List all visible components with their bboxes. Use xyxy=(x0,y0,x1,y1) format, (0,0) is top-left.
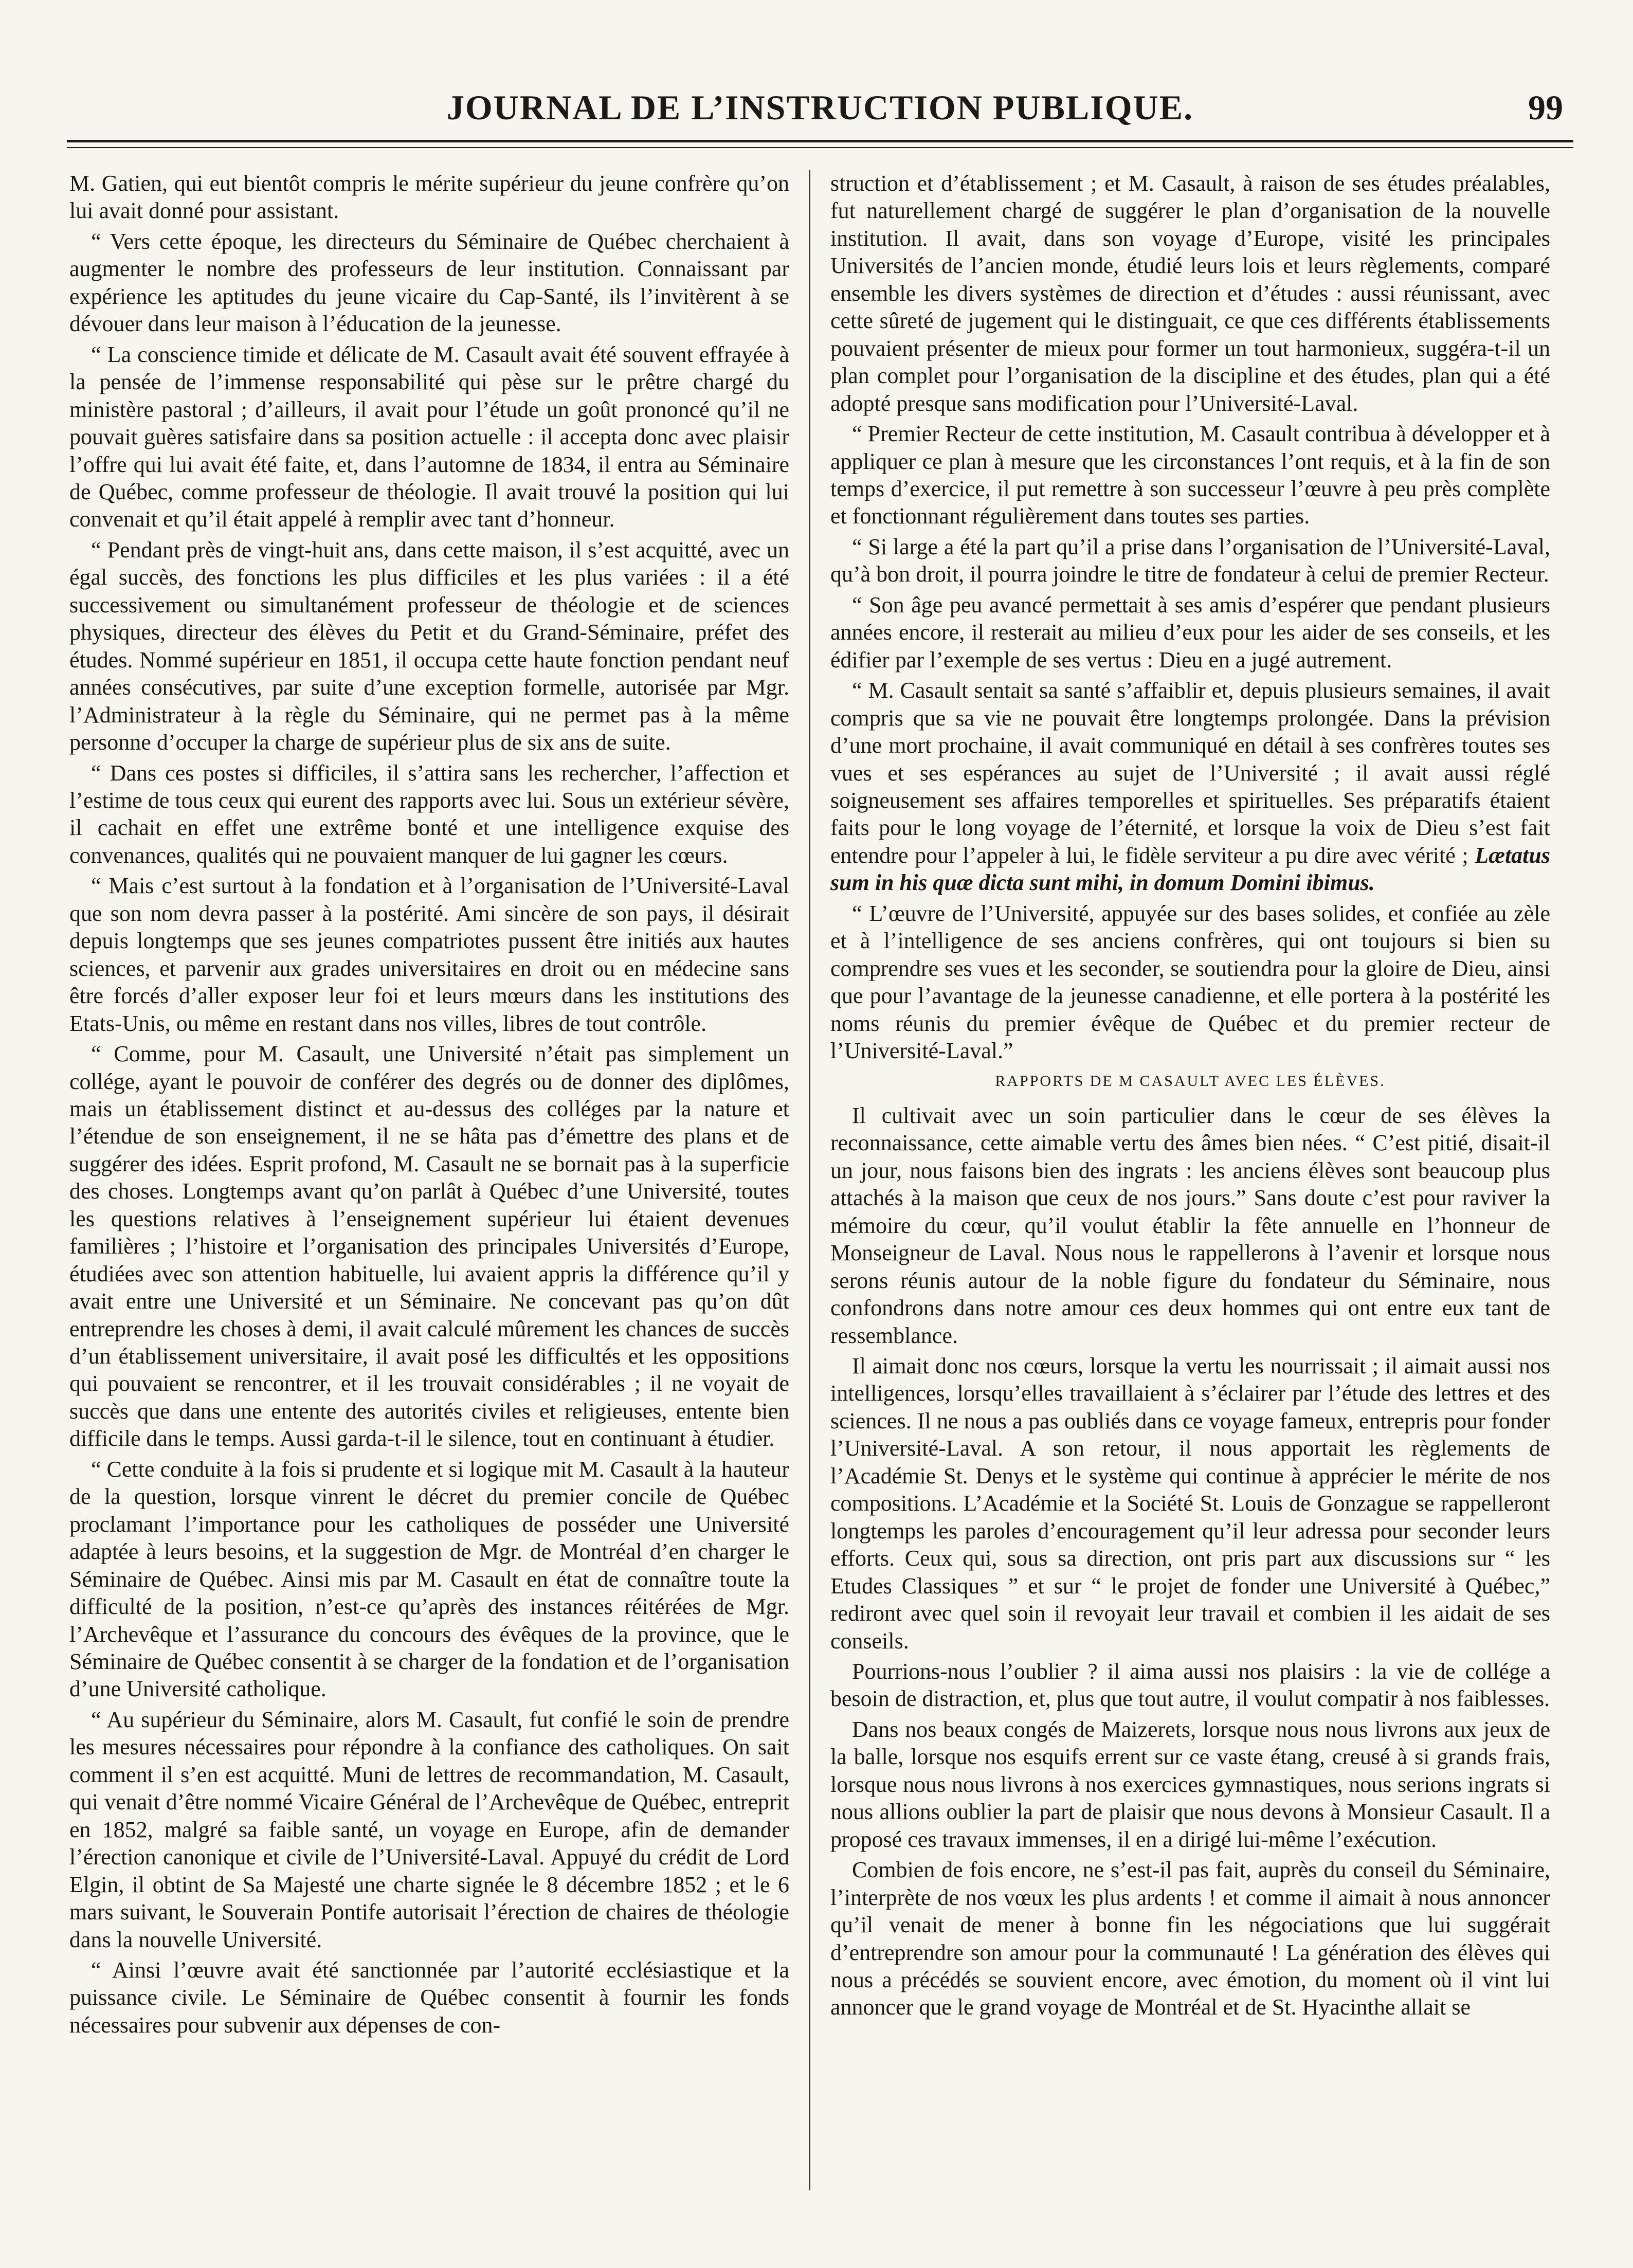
paragraph: M. Gatien, qui eut bientôt compris le mérite supérieur du jeune confrère qu’on lui avait donné pour assistant. xyxy=(69,171,789,224)
page-number: 99 xyxy=(1528,88,1563,127)
running-title: JOURNAL DE L’INSTRUCTION PUBLIQUE. xyxy=(446,88,1194,127)
paragraph: “ Mais c’est surtout à la fondation et à l’organisation de l’Université-Laval que son nom devra passer à la postérité. Ami sincère de son pays, il désirait depuis longtemps que ses jeunes compatriotes pussent être initiés aux hautes sciences, et parvenir aux grades universitaires en droit ou en médecine sans être forcés d’aller exposer leur foi et leurs mœurs dans les institutions des Etats-Unis, ou même en restant dans nos villes, libres de tout contrôle. xyxy=(69,873,789,1036)
paragraph: “ Pendant près de vingt-huit ans, dans cette maison, il s’est acquitté, avec un égal succès, des fonctions les plus difficiles et les plus variées : il a été successivement ou simultanément professeur de théologie et de sciences physiques, directeur des élèves du Petit et du Grand-Séminaire, préfet des études. Nommé supérieur en 1851, il occupa cette haute fonction pendant neuf années consécutives, par suite d’une exception formelle, autorisée par Mgr. l’Administrateur à la règle du Séminaire, qui ne permet pas à la même personne d’occuper la charge de supérieur plus de six ans de suite. xyxy=(69,537,789,755)
paragraph: Il aimait donc nos cœurs, lorsque la vertu les nourrissait ; il aimait aussi nos intelligences, lorsqu’elles travaillaient à s’éclairer par l’étude des lettres et des sciences. Il ne nous a pas oubliés dans ce voyage fameux, entrepris pour fonder l’Université-Laval. A son retour, il nous apportait les règlements de l’Académie St. Denys et le système qui continue à apprécier le mérite de nos compositions. L’Académie et la Société St. Louis de Gonzague se rappelleront longtemps les paroles d’encouragement qu’il leur adressa pour seconder leurs efforts. Ceux qui, sous sa direction, ont pris part aux discussions sur “ les Etudes Classiques ” et sur “ le projet de fonder une Université à Québec,” rediront avec quel soin il revoyait leur travail et combien il les aidait de ses conseils. xyxy=(830,1353,1550,1654)
paragraph: “ Vers cette époque, les directeurs du Séminaire de Québec cherchaient à augmenter le nombre des professeurs de leur institution. Connaissant par expérience les aptitudes du jeune vicaire du Cap-Santé, ils l’invitèrent à se dévouer dans leur maison à l’éducation de la jeunesse. xyxy=(69,228,789,337)
left-column xyxy=(69,170,789,2221)
paragraph: “ Au supérieur du Séminaire, alors M. Casault, fut confié le soin de prendre les mesures nécessaires pour répondre à la confiance des catholiques. On sait comment il s’en est acquitté. Muni de lettres de recommandation, M. Casault, qui venait d’être nommé Vicaire Général de l’Archevêque de Québec, entreprit en 1852, malgré sa faible santé, un voyage en Europe, afin de demander l’érection canonique et civile de l’Université-Laval. Appuyé du crédit de Lord Elgin, il obtint de Sa Majesté une charte signée le 8 décembre 1852 ; et le 6 mars suivant, le Souverain Pontife autorisait l’érection de chaires de théologie dans la nouvelle Université. xyxy=(69,1707,789,1952)
paragraph: “ La conscience timide et délicate de M. Casault avait été souvent effrayée à la pensée de l’immense responsabilité qui pèse sur le prêtre chargé du ministère pastoral ; d’ailleurs, il avait pour l’étude un goût prononcé qu’il ne pouvait guères satisfaire dans sa position actuelle : il accepta donc avec plaisir l’offre qui lui avait été faite, et, dans l’automne de 1834, il entra au Séminaire de Québec, comme professeur de théologie. Il avait trouvé la position qui lui convenait et qu’il était appelé à remplir avec tant d’honneur. xyxy=(69,341,789,532)
paragraph: Il cultivait avec un soin particulier dans le cœur de ses élèves la reconnaissance, cette aimable vertu des âmes bien nées. “ C’est pitié, disait-il un jour, nous faisons bien des ingrats : les anciens élèves sont beaucoup plus attachés à la maison que ceux de nos jours.” Sans doute c’est pour raviver la mémoire du cœur, qu’il voulut établir la fête annuelle en l’honneur de Monseigneur de Laval. Nous nous le rappellerons à l’avenir et lorsque nous serons réunis autour de la noble figure du fondateur du Séminaire, nous confondrons dans notre amour ces deux hommes qui ont entre eux tant de ressemblance. xyxy=(830,1102,1550,1348)
paragraph xyxy=(830,677,1550,897)
paragraph-text: “ M. Casault sentait sa santé s’affaiblir et, depuis plusieurs semaines, il avait compris que sa vie ne pouvait être longtemps prolongée. Dans la prévision d’une mort prochaine, il avait communiqué en détail à ses confrères toutes ses vues et ses espérances au sujet de l’Université ; il avait aussi réglé soigneusement ses affaires temporelles et spirituelles. Ses préparatifs étaient faits pour le long voyage de l’éternité, et lorsque la voix de Dieu s’est fait entendre pour l’appeler à lui, le fidèle serviteur a pu dire avec vérité ; xyxy=(830,678,1550,868)
paragraph: Pourrions-nous l’oublier ? il aima aussi nos plaisirs : la vie de collége a besoin de distraction, et, plus que tout autre, il voulut compatir à nos faiblesses. xyxy=(830,1659,1550,1712)
header-rule-thick xyxy=(67,140,1573,142)
paragraph: “ L’œuvre de l’Université, appuyée sur des bases solides, et confiée au zèle et à l’intelligence de ses anciens confrères, qui ont toujours si bien su comprendre ses vues et les seconder, se soutiendra pour la gloire de Dieu, ainsi que pour l’avantage de la jeunesse canadienne, et elle portera à la postérité les noms réunis du premier évêque de Québec et du premier recteur de l’Université-Laval.” xyxy=(830,900,1550,1064)
paragraph: “ Cette conduite à la fois si prudente et si logique mit M. Casault à la hauteur de la question, lorsque vinrent le décret du premier concile de Québec proclamant l’importance pour les catholiques de posséder une Université adaptée à leurs besoins, et la suggestion de Mgr. de Montréal d’en charger le Séminaire de Québec. Ainsi mis par M. Casault en état de connaître toute la difficulté de la position, n’est-ce qu’après des instances réitérées de Mgr. l’Archevêque et l’assurance du concours des évêques de la province, que le Séminaire de Québec consentit à se charger de la fondation et de l’organisation d’une Université catholique. xyxy=(69,1456,789,1702)
column-divider xyxy=(809,170,810,2190)
paragraph: “ Comme, pour M. Casault, une Université n’était pas simplement un collége, ayant le pouvoir de conférer des degrés ou de donner des diplômes, mais un établissement distinct et au-dessus des colléges par la nature et l’étendue de son enseignement, il ne se hâta pas d’émettre des plans et de suggérer des idées. Esprit profond, M. Casault ne se bornait pas à la superficie des choses. Longtemps avant qu’on parlât à Québec d’une Université, toutes les questions relatives à l’enseignement supérieur lui étaient devenues familières ; l’histoire et l’organisation des principales Universités d’Europe, étudiées avec son attention habituelle, lui avaient appris la différence qu’il y avait entre une Université et un Séminaire. Ne concevant pas qu’on dût entreprendre les choses à demi, il avait calculé mûrement les chances de succès d’un établissement universitaire, il avait posé les difficultés et les oppositions qui pouvaient se rencontrer, et il les trouvait considérables ; il ne voyait de succès que dans une entente des autorités civiles et religieuses, entente bien difficile dans le temps. Aussi garda-t-il le silence, tout en continuant à étudier. xyxy=(69,1041,789,1451)
page-header xyxy=(67,77,1573,139)
paragraph: “ Ainsi l’œuvre avait été sanctionnée par l’autorité ecclésiastique et la puissance civile. Le Séminaire de Québec consentit à fournir les fonds nécessaires pour subvenir aux dépenses de con- xyxy=(69,1957,789,2038)
paragraph: Dans nos beaux congés de Maizerets, lorsque nous nous livrons aux jeux de la balle, lorsque nos esquifs errent sur ce vaste étang, creusé à si grands frais, lorsque nous nous livrons à nos exercices gymnastiques, nous serions ingrats si nous allions oublier la part de plaisir que nous devons à Monsieur Casault. Il a proposé ces travaux immenses, il en a dirigé lui-même l’exécution. xyxy=(830,1716,1550,1852)
header-rule-thin xyxy=(67,147,1573,148)
right-column xyxy=(830,170,1550,2221)
paragraph: “ Premier Recteur de cette institution, M. Casault contribua à développer et à appliquer ce plan à mesure que les circonstances l’ont requis, et à la fin de son temps d’exercice, il put remettre à son successeur l’œuvre à peu près complète et fonctionnant régulièrement dans toutes ses parties. xyxy=(830,421,1550,529)
latin-quotation: Lætatus sum in his quæ dicta sunt mihi, in domum Domini ibimus. xyxy=(830,842,1550,896)
section-heading: RAPPORTS DE M CASAULT AVEC LES ÉLÈVES. xyxy=(995,1072,1386,1090)
paragraph: “ Son âge peu avancé permettait à ses amis d’espérer que pendant plusieurs années encore, il resterait au milieu d’eux pour les aider de ses conseils, et les édifier par l’exemple de ses vertus : Dieu en a jugé autrement. xyxy=(830,592,1550,673)
paragraph: struction et d’établissement ; et M. Casault, à raison de ses études préalables, fut naturellement chargé de suggérer le plan d’organisation de la nouvelle institution. Il avait, dans son voyage d’Europe, visité les principales Universités de l’ancien monde, étudié leurs lois et leurs règlements, comparé ensemble les divers systèmes de direction et d’études : aussi réunissant, avec cette sûreté de jugement qui le distinguait, ce que ces différents établissements pouvaient présenter de mieux pour former un tout harmonieux, suggéra-t-il un plan complet pour l’organisation de la discipline et des études, plan qui a été adopté presque sans modification pour l’Université-Laval. xyxy=(830,171,1550,416)
paragraph: “ Si large a été la part qu’il a prise dans l’organisation de l’Université-Laval, qu’à bon droit, il pourra joindre le titre de fondateur à celui de premier Recteur. xyxy=(830,534,1550,587)
paragraph: Combien de fois encore, ne s’est-il pas fait, auprès du conseil du Séminaire, l’interprète de nos vœux les plus ardents ! et comme il aimait à nous annoncer qu’il venait de mener à bonne fin les négociations que lui suggérait d’entreprendre son amour pour la communauté ! La génération des élèves qui nous a précédés se souvient encore, avec émotion, du moment où il vint lui annoncer que le grand voyage de Montréal et de St. Hyacinthe allait se xyxy=(830,1857,1550,2020)
paragraph: “ Dans ces postes si difficiles, il s’attira sans les rechercher, l’affection et l’estime de tous ceux qui eurent des rapports avec lui. Sous un extérieur sévère, il cachait en effet une extrême bonté et une intelligence exquise des convenances, qualités qui ne pouvaient manquer de lui gagner les cœurs. xyxy=(69,760,789,868)
